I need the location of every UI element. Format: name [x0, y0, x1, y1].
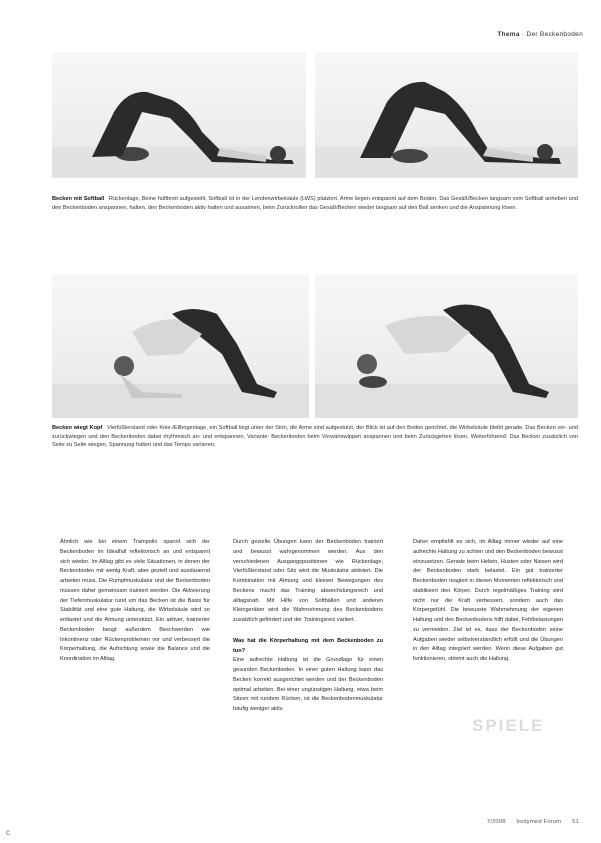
caption-first-lead: Becken mit Softball: [52, 196, 105, 202]
exercise-photo-bridge-raised: [315, 52, 578, 178]
caption-second-exercise: [52, 424, 578, 450]
footer-issue: 7/2008: [486, 819, 506, 825]
background-watermark-bottom: SPIELE: [472, 716, 545, 735]
body-paragraph: Eine aufrechte Haltung ist die Grundlage für einen gesunden Beckenboden. In einer guten Haltung kann das Becken korrekt ausgerichtet werden und der Beckenboden optimal arbeiten. Bei einer ungünstigen Haltung, etwa beim Sitzen mit rundem Rücken, ist die Beckenbodenmuskulatur häufig weniger aktiv.: [233, 657, 383, 712]
footer-page-number: 51: [572, 819, 579, 825]
margin-mark: c: [6, 828, 10, 837]
exercise-photo-quadruped-rocking: [315, 274, 578, 418]
body-column-2: [233, 538, 383, 715]
section-label: Thema: [497, 31, 520, 38]
exercise-photo-bridge-start: [52, 52, 306, 178]
body-paragraph: Ähnlich wie bei einem Trampolin spannt sich der Beckenboden im Idealfall reflektorisch an und entspannt sich wieder. Im Alltag gibt es viele Situationen, in denen der Beckenboden mit wenig Kraft, aber gezielt und ausdauernd arbeiten muss. Die Rumpfmuskulatur und der Beckenboden müssen daher gemeinsam trainiert werden. Die Aktivierung der Tiefenmuskulatur rund um das Becken ist die Basis für Stabilität und eine gute Haltung, die Wirbelsäule wird so entlastet und die Atmung unterstützt. Ein aktiver, trainierter Beckenboden beugt außerdem Beschwerden wie Inkontinenz oder Rückenproblemen vor und verbessert die Körperhaltung, die Aufrichtung sowie die Balance und die Koordination im Alltag.: [60, 539, 210, 662]
body-column-1: [60, 538, 210, 665]
caption-first-body: Rückenlage, Beine hüftbreit aufgestellt, Softball ist in der Lendenwirbelsäule (LWS) platziert. Arme liegen entspannt auf dem Boden. Das Gesäß/Becken langsam vom Softball anheben und den Beckenboden anspannen, halten, den Beckenboden aktiv halten und ausatmen, beim Zurückrollen das Gesäß/Becken wieder langsam auf den Ball senken und die Anspannung lösen.: [52, 196, 578, 211]
body-paragraph: Durch gezielte Übungen kann der Beckenboden trainiert und bewusst wahrgenommen werden. Aus den verschiedenen Ausgangspositionen wie Rückenlage, Vierfüßlerstand oder Sitz wird die Muskulatur aktiviert. Die Kombination mit Atmung und kleinen Bewegungen des Beckens macht das Training abwechslungsreich und alltagsnah. Mit Hilfe von Softbällen und anderen Kleingeräten wird die Wahrnehmung des Beckenbodens zusätzlich gefördert und der Trainingsreiz variiert.: [233, 539, 383, 623]
body-subheading: Was hat die Körperhaltung mit dem Beckenboden zu tun?: [233, 637, 383, 654]
body-paragraph: Daher empfiehlt es sich, im Alltag immer wieder auf eine aufrechte Haltung zu achten und den Beckenboden bewusst einzusetzen. Gerade beim Heben, Husten oder Niesen wird der Beckenboden stark belastet. Ein gut trainierter Beckenboden reagiert in diesen Momenten reflektorisch und stabilisiert den Körper. Durch regelmäßiges Training wird nicht nur die Kraft verbessert, sondern auch das Körpergefühl. Die bewusste Wahrnehmung der eigenen Haltung und des Beckenbodens hilft dabei, Fehlbelastungen zu vermeiden. Ziel ist es, dass der Beckenboden seine Aufgaben wieder selbstverständlich erfüllt und die Übungen in den Alltag integriert werden. Wenn diese Aufgaben gut funktionieren, stimmt auch die Haltung.: [413, 539, 563, 662]
exercise-photo-quadruped-start: [52, 274, 309, 418]
section-title: Der Beckenboden: [526, 31, 583, 38]
page-footer: [487, 819, 579, 825]
caption-second-lead: Becken wiegt Kopf: [52, 425, 103, 431]
footer-magazine: bodymed Forum: [516, 819, 562, 825]
page-header: [497, 31, 583, 38]
caption-second-body: Vierfüßlerstand oder Knie-/Ellbogenlage, ein Softball liegt unter der Stirn, die Arme sind aufgestützt, der Blick ist auf den Boden gerichtet, die Wirbelsäule bleibt gerade. Das Becken vor- und zurückwiegen und den Beckenboden dabei rhythmisch an- und entspannen. Variante: Beckenboden beim Vorwärtswippen anspannen und beim Zurückgehen lösen. Weiterführend: Das Becken zusätzlich von Seite zu Seite wiegen, Spannung halten und das Tempo variieren.: [52, 425, 578, 449]
section-separator: ·: [521, 31, 525, 38]
body-column-3: [413, 538, 563, 665]
caption-first-exercise: [52, 195, 578, 212]
